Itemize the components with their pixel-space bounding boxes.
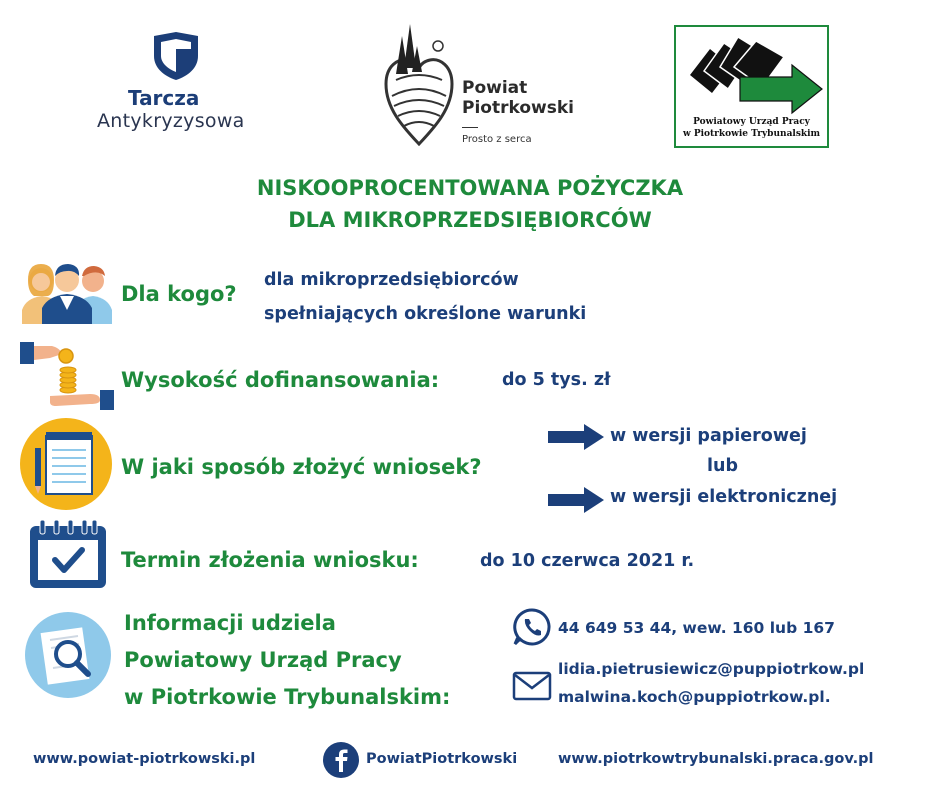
deadline-question: Termin złożenia wniosku: [121, 548, 419, 572]
heart-landscape-logo-icon [382, 16, 456, 146]
who-question: Dla kogo? [121, 282, 237, 306]
phone-icon-wrap [512, 607, 552, 647]
amount-question: Wysokość dofinansowania: [121, 368, 440, 392]
info-line3: w Piotrkowie Trybunalskim: [124, 685, 451, 709]
who-answer-line2: spełniających określone warunki [264, 304, 587, 324]
how-option-paper: w wersji papierowej [610, 426, 807, 446]
notepad-pencil-icon [20, 418, 112, 510]
how-question: W jaki sposób złożyć wniosek? [121, 455, 482, 479]
powiat-name-line1: Powiat [462, 78, 528, 98]
notepad-icon-wrap [20, 418, 112, 510]
document-search-icon [24, 612, 112, 698]
footer-link-praca[interactable]: www.piotrkowtrybunalski.praca.gov.pl [558, 751, 874, 767]
powiat-logo [382, 16, 456, 146]
amount-answer: do 5 tys. zł [502, 370, 611, 390]
powiat-divider [462, 127, 478, 128]
cards-arrow-logo-icon [676, 27, 827, 115]
email-malwina[interactable]: malwina.koch@puppiotrkow.pl. [558, 688, 831, 706]
how-connector: lub [707, 456, 738, 476]
footer-facebook-handle[interactable]: PowiatPiotrkowski [366, 751, 518, 767]
info-line1: Informacji udziela [124, 611, 336, 635]
envelope-icon [512, 670, 552, 702]
people-icon-wrap [20, 258, 114, 324]
tarcza-subtitle: Antykryzysowa [97, 110, 245, 132]
powiat-name-line2: Piotrkowski [462, 98, 574, 118]
search-doc-icon-wrap [24, 612, 112, 698]
arrow-paper-wrap [548, 424, 604, 450]
email-lidia[interactable]: lidia.pietrusiewicz@puppiotrkow.pl [558, 660, 865, 678]
facebook-icon[interactable] [323, 742, 359, 778]
tarcza-title: Tarcza [128, 86, 200, 110]
page-title-line1: NISKOOPROCENTOWANA POŻYCZKA [256, 176, 684, 200]
page-title-line2: DLA MIKROPRZEDSIĘBIORCÓW [288, 208, 652, 232]
whatsapp-phone-icon [512, 607, 552, 647]
pup-name-line2: w Piotrkowie Trybunalskim [682, 129, 821, 139]
coins-icon-wrap [20, 338, 114, 410]
coins-hand-icon [20, 338, 114, 410]
calendar-check-icon [28, 518, 108, 590]
deadline-answer: do 10 czerwca 2021 r. [480, 551, 695, 571]
who-answer-line1: dla mikroprzedsiębiorców [264, 270, 519, 290]
people-icon [20, 258, 114, 324]
facebook-icon-wrap [323, 742, 359, 778]
footer-link-powiat[interactable]: www.powiat-piotrkowski.pl [33, 751, 256, 767]
tarcza-logo [150, 30, 202, 82]
email-icon-wrap [512, 670, 552, 702]
arrow-electronic-wrap [548, 487, 604, 513]
arrow-right-icon [548, 487, 604, 513]
how-option-electronic: w wersji elektronicznej [610, 487, 838, 507]
pup-name-line1: Powiatowy Urząd Pracy [693, 117, 810, 127]
info-line2: Powiatowy Urząd Pracy [124, 648, 402, 672]
shield-logo-icon [150, 30, 202, 82]
arrow-right-icon [548, 424, 604, 450]
powiat-tagline: Prosto z serca [462, 134, 532, 145]
phone-number[interactable]: 44 649 53 44, wew. 160 lub 167 [558, 619, 835, 637]
calendar-icon-wrap [28, 518, 108, 590]
